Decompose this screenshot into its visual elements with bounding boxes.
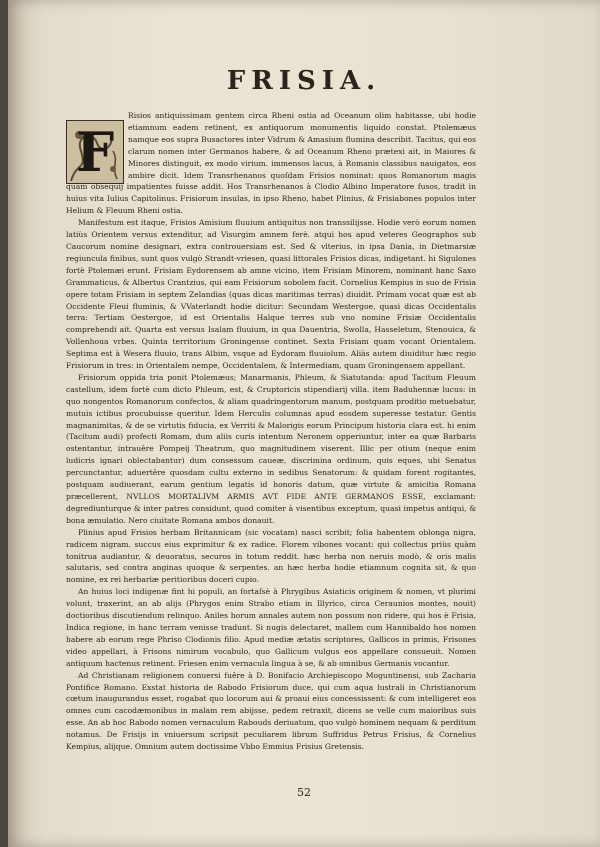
initial-letter: F: [75, 120, 115, 184]
paragraph-3: Frisiorum oppida tria ponit Ptolemæus; Manarmanis, Phleum, & Siatutanda: apud Tacitum Fleuum castellum, idem fortè cum dicto Phleum, est, & Cruptoricis stipendiarij villa. item Baduhennæ lucus: in quo nongentos Romanorum confectos, & aliam quadringentorum manum, postquam proditio metuebatur, mutuis ictibus procubuisse queritur. Idem Herculis columnas apud eosdem superesse testatur. Gentis magnanimitas, & de se virtutis fiducia, ex Verriti & Malorigis eorum Principum historia clara est. hi enim (Tacitum audi) profecti Romam, dum aliis curis intentum Neronem opperiuntur, inter ea quæ Barbaris ostentantur, intrauêre Pompeij Theatrum, quo magnitudinem viserent. Illic per otium (neque enim ludicris ignari oblectabantur) dum consessum caueæ, discrimina ordinum, quis eques, ubi Senatus percunctantur, aduertêre quosdam cultu externo in sedibus Senatorum: & quidam forent rogitantes, postquam audiuerant, earum gentium legatis id honoris datum, quæ virtute & amicitia Romana præcellerent, NVLLOS MORTALIVM ARMIS AVT FIDE ANTE GERMANOS ESSE, exclamant: degrediunturque & inter patres considunt, quod comiter à visentibus exceptum, quasi impetus antiqui, & bona æmulatio. Nero ciuitate Romana ambos donauit.: [66, 372, 476, 525]
paragraph-4: Plinius apud Frisios herbam Britannicam (sic vocatam) nasci scribit; folia habentem oblonga nigra, radicem nigram. succus eius exprimitur & ex radice. Florem vibones vocant: qui collectus priùs quàm tonitrua audiantur, & deuoratus, securos in totum reddit. hæc herba non neruis modò, & oris malis salutaris, sed contra anginas quoque & serpentes. an hæc herba hodie etiamnum cognita sit, & quo nomine, ex rei herbariæ peritioribus doceri cupio.: [66, 527, 476, 585]
paragraph-5: An huius loci indigenæ fint hi populi, an fortaſsè à Phrygibus Asiaticis originem & nomen, vt plurimi volunt, traxerint, an ab alijs (Phrygos enim Strabo etiam in Illyrico, circa Ceraunios montes, nouit) doctioribus discutiendum relinquo. Aniles horum annales autem non possum non ridere, qui hos è Frisia, Indica regione, in hanc terram venisse tradunt. Si nugis delectaret, mallem cum Hannibaldo hos nomen habere ab eorum rege Phriso Clodionis filio. Apud mediæ ætatis scriptores, Gallicos in primis, Frisones video appellari, à Frisons nimirum vocabulo, quo Gallicum vulgus eos appellare consueuit. Nomen antiquum hactenus retinent. Friesen enim vernacula lingua à se, & ab omnibus Germanis vocantur.: [66, 587, 476, 668]
page-title: FRISIA.: [226, 66, 382, 96]
paragraph-2: Manifestum est itaque, Frisios Amisium fluuium antiquitus non transsilijsse. Hodie verò eorum nomen latiùs Orientem versus extenditur, ad Visurgim amnem ferè. atqui hos apud veteres Geographos sub Caucorum nomine designari, extra controuersiam est. Sed & vlterius, in ipsa Dania, in Dietmarsiæ regiuncula finibus, sunt quos vulgò Strandt-vriesen, quasi littorales Frisios dicas, indigetant. hi Sigulones fortè Ptolemæi erunt. Frisiam Eydorensem ab amne vicino, item Frisiam Minorem, nominant hanc Saxo Grammaticus, & Albertus Crantzius, qui eam Frisiorum sobolem facit. Cornelius Kempius in suo de Frisia opere totam Frisiam in septem Zelandias (quas dicas maritimas terras) diuidit. Primam vocat quæ est ab Occidente Fleui fluminis, & VVaterlandt hodie dicitur: Secundam Westergoe, quasi dicas Occidentalis terra: Tertiam Oestergoe, id est Orientalis Halque terres sub vno nomine Frisiæ Occidentalis comprehendi ait. Quarta est versus Isalam fluuium, in qua Dauentria, Swolla, Hasseletum, Stenouica, & Vollenhoua vrbes. Quinta territorium Groningense continet. Sexta Frisiam quam vocant Orientalem. Septima est à Wesera fluuio, trans Albim, vsque ad Eydoram fluuiolum. Aliàs autem diuiditur hæc regio Frisiorum in tres: in Orientalem nempe, Occidentalem, & Intermediam, quam Groningensem appellant.: [66, 218, 476, 371]
body-text: [66, 110, 476, 753]
paragraph-6: Ad Christianam religionem conuersi fuêre à D. Bonifacio Archiepiscopo Moguntinensi, sub Zacharia Pontifice Romano. Exstat historia de Rabodo Frisiorum duce, qui cum aqua lustrali in Christianorum cœtum inaugurandus esset, rogabat quo locorum aui & proaui eius concessissent: & cum intelligeret eos omnes cum cacodæmonibus in malam rem abijsse, pedem retraxit, dicens se velle cum maioribus suis esse. An ab hoc Rabodo nomen vernaculum Rabouds deriuatum, quo vulgò hominem nequam & perditum notamus. De Frisijs in vniuersum scripsit peculiarem librum Suffridus Petrus Frisius, & Cornelius Kempius, alijque. Omnium autem doctissime Vbbo Emmius Frisius Gretensis.: [66, 670, 476, 752]
page-number: 52: [297, 786, 311, 799]
book-page: [8, 0, 600, 847]
paragraph-1: Risios antiquissimam gentem circa Rheni ostia ad Oceanum olim habitasse, ubi hodie etiamnum eadem retinent, ex antiquorum monumentis liquido constat. Ptolemæus namque eos supra Busactores inter Vidrum & Amasium flumina describit. Tacitus, qui eos clarum nomen inter Germanos habere, & ad Oceanum Rheno prætexi ait, in Maiores & Minores distinguit, ex modo virium. immensos lacus, à Romanis classibus nauigatos, eos ambire dicit. Idem Transrhenanos quoſdam Frisios nominat: quos Romanorum magis quàm obsequij impatientes fuisse addit. Hos Transrhenanos à Clodio Albino Imperatore fusos, tradit in huius vita Iulius Capitolinus. Frisiorum insulas, in ipso Rheno, habet Plinius, & Frisiabones populos inter Helium & Fleuum Rheni ostia.: [66, 111, 476, 216]
